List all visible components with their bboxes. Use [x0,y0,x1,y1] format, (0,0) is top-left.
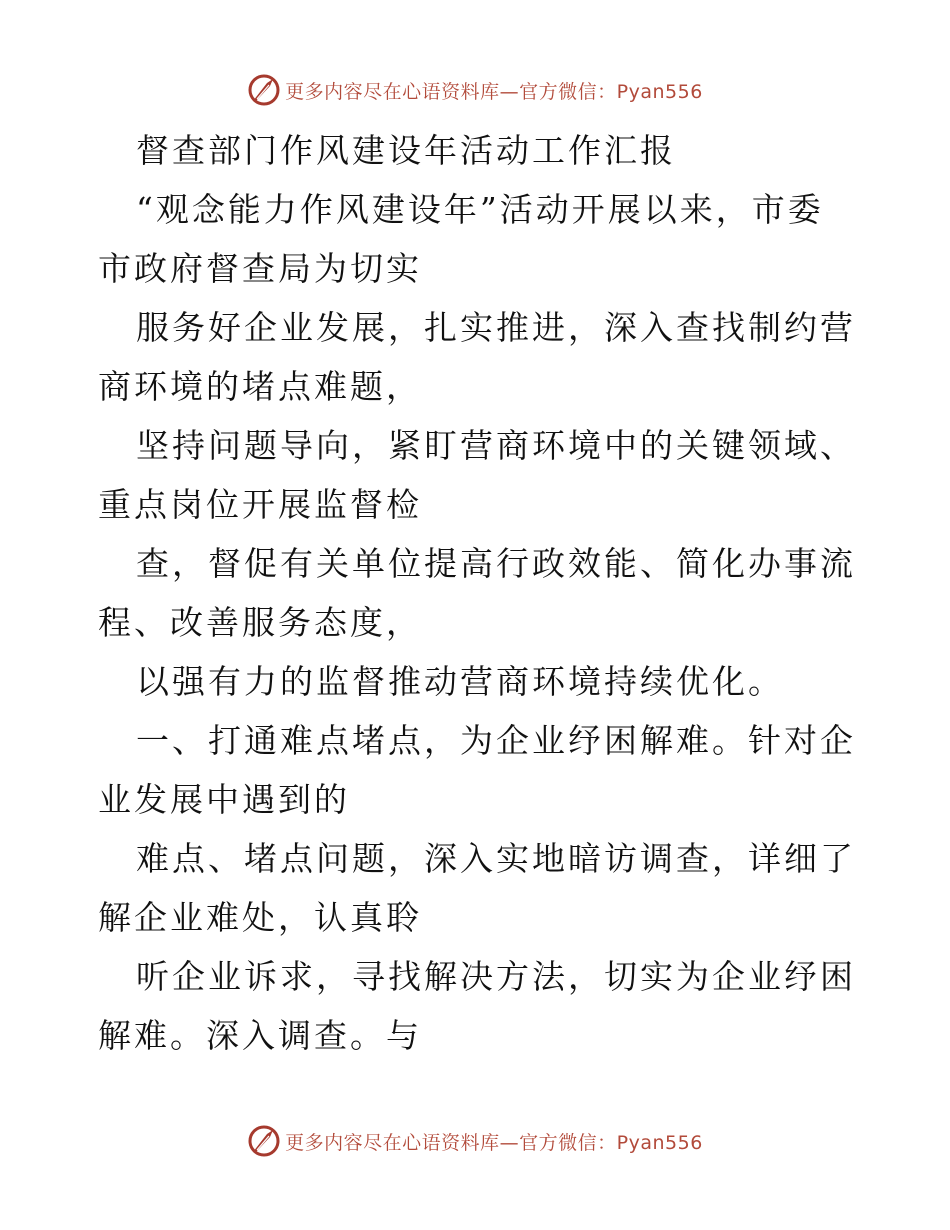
paragraph: 听企业诉求，寻找解决方法，切实为企业纾困解难。深入调查。与 [98,957,856,1055]
paragraph: 难点、堵点问题，深入实地暗访调查，详细了解企业难处，认真聆 [98,839,856,937]
watermark-text: 更多内容尽在心语资料库—官方微信：Pyan556 [285,1131,703,1154]
document-body [98,121,858,1065]
quill-pen-logo-icon [247,73,281,107]
paragraph: 以强有力的监督推动营商环境持续优化。 [136,662,784,701]
paragraph: “观念能力作风建设年”活动开展以来，市委市政府督查局为切实 [98,190,824,288]
watermark-text: 更多内容尽在心语资料库—官方微信：Pyan556 [285,80,703,103]
header-watermark-banner [0,70,950,110]
quill-pen-logo-icon [247,1124,281,1158]
document-title: 督查部门作风建设年活动工作汇报 [136,131,676,170]
paragraph: 坚持问题导向，紧盯营商环境中的关键领域、重点岗位开展监督检 [98,426,856,524]
section-heading-paragraph: 一、打通难点堵点，为企业纾困解难。针对企业发展中遇到的 [98,721,856,819]
footer-watermark-banner [0,1121,950,1161]
paragraph: 查，督促有关单位提高行政效能、简化办事流程、改善服务态度， [98,544,856,642]
paragraph: 服务好企业发展，扎实推进，深入查找制约营商环境的堵点难题， [98,308,856,406]
